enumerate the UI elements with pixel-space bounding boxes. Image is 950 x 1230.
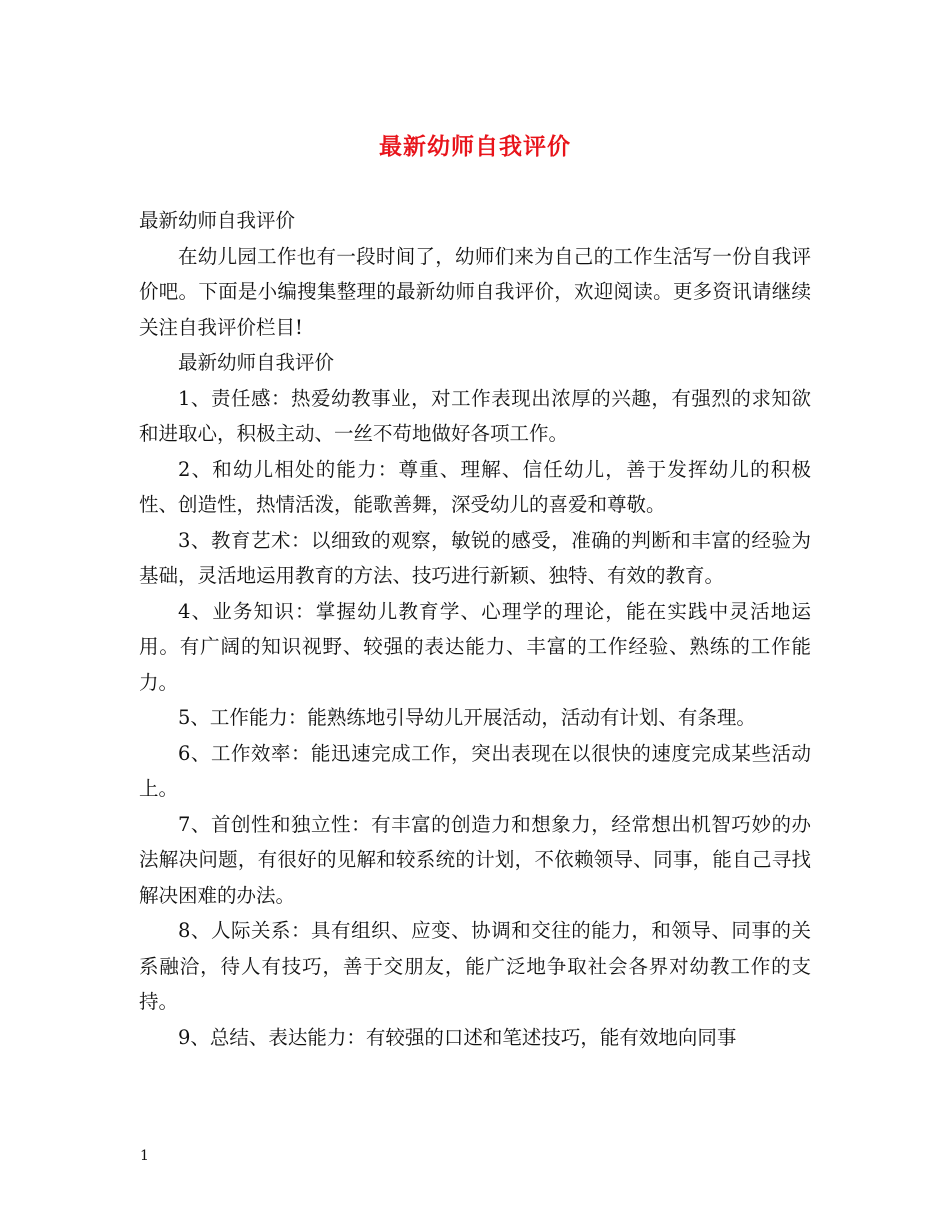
- page-number: 1: [140, 1148, 149, 1164]
- page-title: 最新幼师自我评价: [379, 133, 571, 160]
- paragraph-item-9: 9、总结、表达能力：有较强的口述和笔述技巧，能有效地向同事: [178, 1025, 737, 1049]
- paragraph-intro: 在幼儿园工作也有一段时间了，幼师们来为自己的工作生活写一份自我评价吧。下面是小编搜集整理的最新幼师自我评价，欢迎阅读。更多资讯请继续关注自我评价栏目!: [139, 244, 811, 339]
- paragraph-item-6: 6、工作效率：能迅速完成工作，突出表现在以很快的速度完成某些活动上。: [139, 741, 811, 800]
- paragraph-item-4: 4、业务知识：掌握幼儿教育学、心理学的理论，能在实践中灵活地运用。有广阔的知识视野、较强的表达能力、丰富的工作经验、熟练的工作能力。: [139, 599, 811, 694]
- paragraph-item-3: 3、教育艺术：以细致的观察，敏锐的感受，准确的判断和丰富的经验为基础，灵活地运用教育的方法、技巧进行新颖、独特、有效的教育。: [139, 528, 811, 587]
- paragraph-subtitle: 最新幼师自我评价: [139, 209, 296, 232]
- paragraph-item-7: 7、首创性和独立性：有丰富的创造力和想象力，经常想出机智巧妙的办法解决问题，有很好的见解和较系统的计划，不依赖领导、同事，能自己寻找解决困难的办法。: [139, 812, 811, 907]
- paragraph-item-8: 8、人际关系：具有组织、应变、协调和交往的能力，和领导、同事的关系融洽，待人有技巧，善于交朋友，能广泛地争取社会各界对幼教工作的支持。: [139, 919, 811, 1013]
- paragraph-item-2: 2、和幼儿相处的能力：尊重、理解、信任幼儿，善于发挥幼儿的积极性、创造性，热情活泼，能歌善舞，深受幼儿的喜爱和尊敬。: [139, 457, 811, 516]
- paragraph-heading: 最新幼师自我评价: [178, 351, 335, 374]
- document-body: [139, 203, 811, 1055]
- paragraph-item-1: 1、责任感：热爱幼教事业，对工作表现出浓厚的兴趣，有强烈的求知欲和进取心，积极主动、一丝不苟地做好各项工作。: [139, 386, 811, 445]
- paragraph-item-5: 5、工作能力：能熟练地引导幼儿开展活动，活动有计划、有条理。: [178, 706, 756, 729]
